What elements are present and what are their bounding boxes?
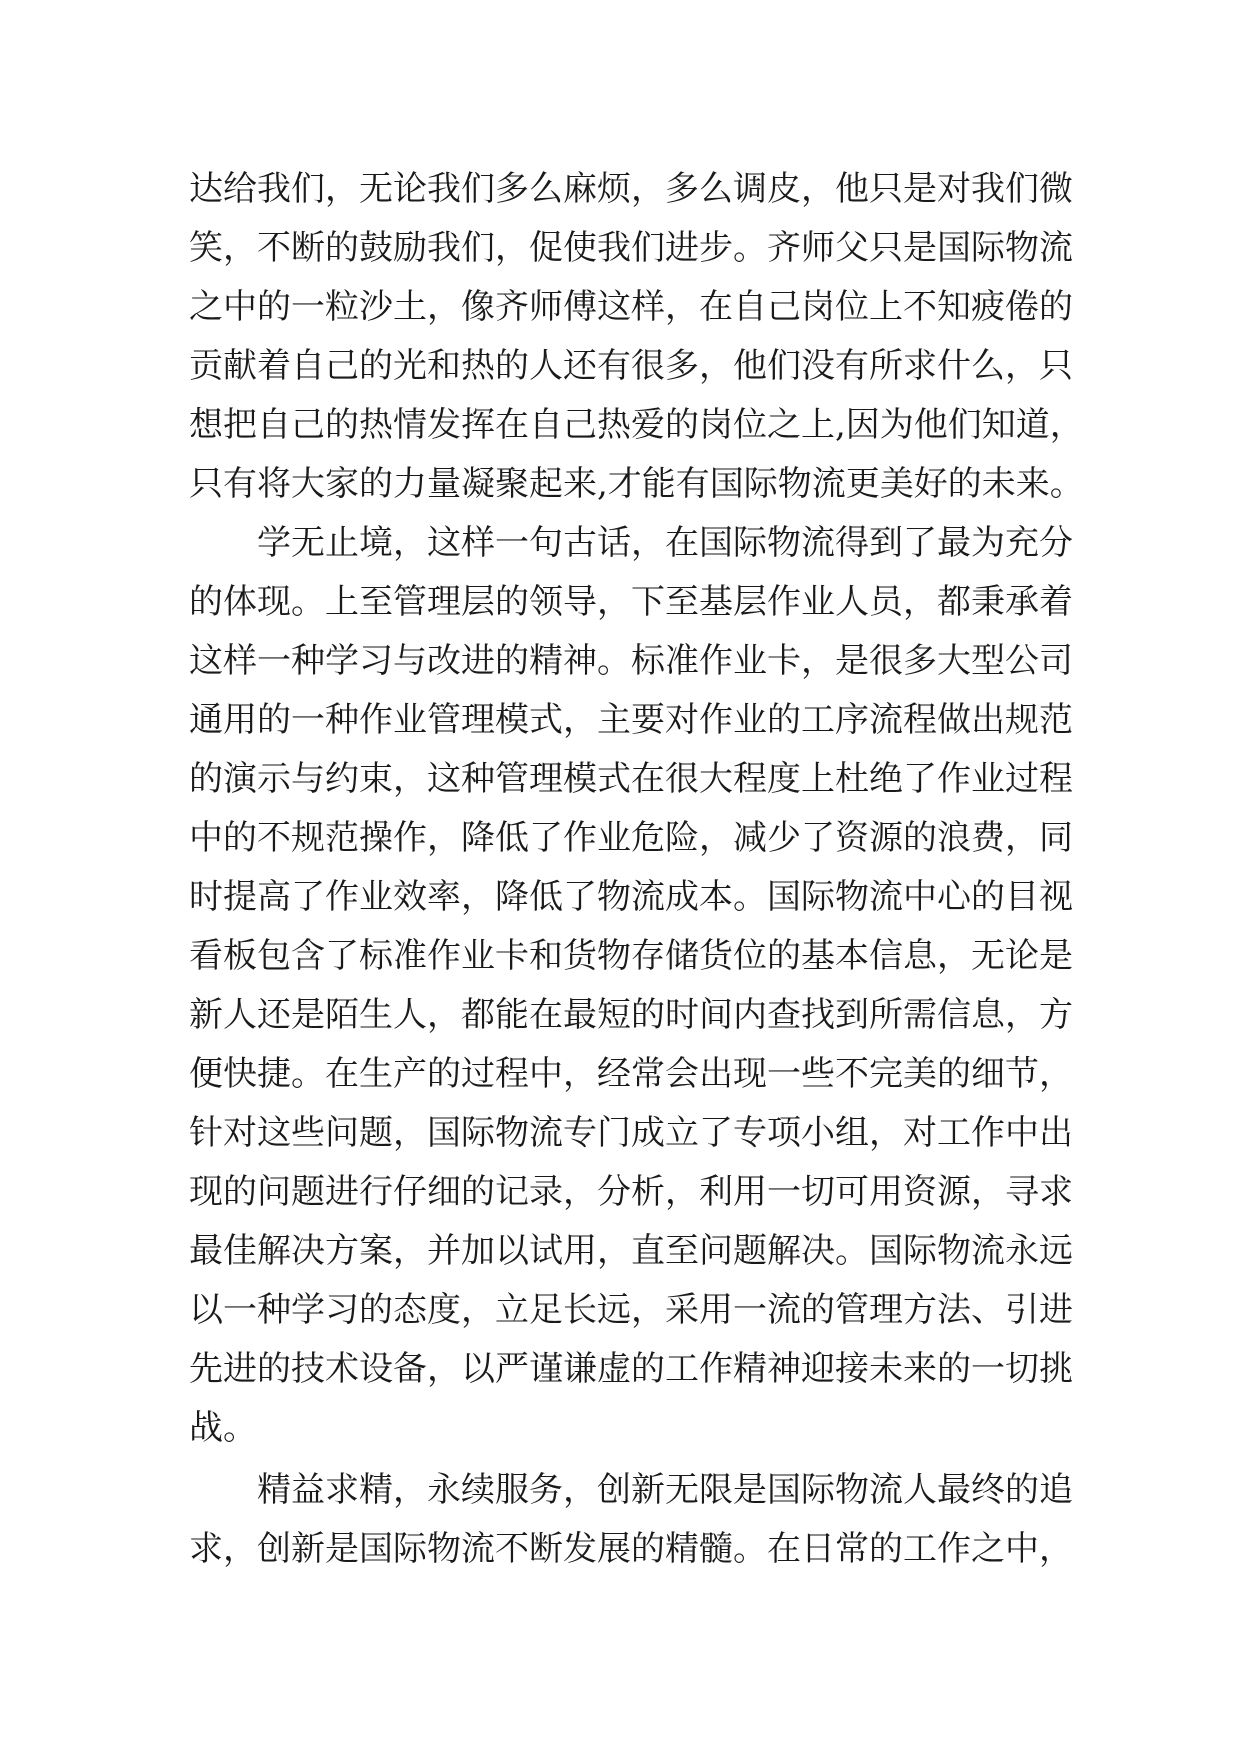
- paragraph-last-line: 战。: [189, 1408, 257, 1448]
- text-line: 求，创新是国际物流不断发展的精髓。在日常的工作之中，: [189, 1529, 1073, 1569]
- text-line: 新人还是陌生人，都能在最短的时间内查找到所需信息，方: [189, 995, 1073, 1035]
- text-line: 先进的技术设备，以严谨谦虚的工作精神迎接未来的一切挑: [189, 1349, 1073, 1389]
- paragraph-first-line: 学无止境，这样一句古话，在国际物流得到了最为充分: [257, 523, 1073, 563]
- text-line: 中的不规范操作，降低了作业危险，减少了资源的浪费，同: [189, 818, 1073, 858]
- text-line: 达给我们，无论我们多么麻烦，多么调皮，他只是对我们微: [189, 169, 1073, 209]
- text-line: 针对这些问题，国际物流专门成立了专项小组，对工作中出: [189, 1113, 1073, 1153]
- text-line: 通用的一种作业管理模式，主要对作业的工序流程做出规范: [189, 700, 1073, 740]
- text-line: 以一种学习的态度，立足长远，采用一流的管理方法、引进: [189, 1290, 1073, 1330]
- paragraph-first-line: 精益求精，永续服务，创新无限是国际物流人最终的追: [257, 1470, 1073, 1510]
- text-line: 笑，不断的鼓励我们，促使我们进步。齐师父只是国际物流: [189, 228, 1073, 268]
- text-line: 贡献着自己的光和热的人还有很多，他们没有所求什么，只: [189, 346, 1073, 386]
- text-line: 现的问题进行仔细的记录，分析，利用一切可用资源，寻求: [189, 1172, 1073, 1212]
- text-line: 的体现。上至管理层的领导，下至基层作业人员，都秉承着: [189, 582, 1073, 622]
- text-line: 最佳解决方案，并加以试用，直至问题解决。国际物流永远: [189, 1231, 1073, 1271]
- text-line: 之中的一粒沙土，像齐师傅这样，在自己岗位上不知疲倦的: [189, 287, 1073, 327]
- text-line: 只有将大家的力量凝聚起来,才能有国际物流更美好的未来。: [189, 464, 1084, 504]
- body-text: [189, 160, 1084, 1579]
- text-line: 这样一种学习与改进的精神。标准作业卡，是很多大型公司: [189, 641, 1073, 681]
- text-line: 看板包含了标准作业卡和货物存储货位的基本信息，无论是: [189, 936, 1073, 976]
- text-line: 便快捷。在生产的过程中，经常会出现一些不完美的细节，: [189, 1054, 1073, 1094]
- text-line: 时提高了作业效率，降低了物流成本。国际物流中心的目视: [189, 877, 1073, 917]
- text-line: 想把自己的热情发挥在自己热爱的岗位之上,因为他们知道，: [189, 405, 1084, 445]
- text-line: 的演示与约束，这种管理模式在很大程度上杜绝了作业过程: [189, 759, 1073, 799]
